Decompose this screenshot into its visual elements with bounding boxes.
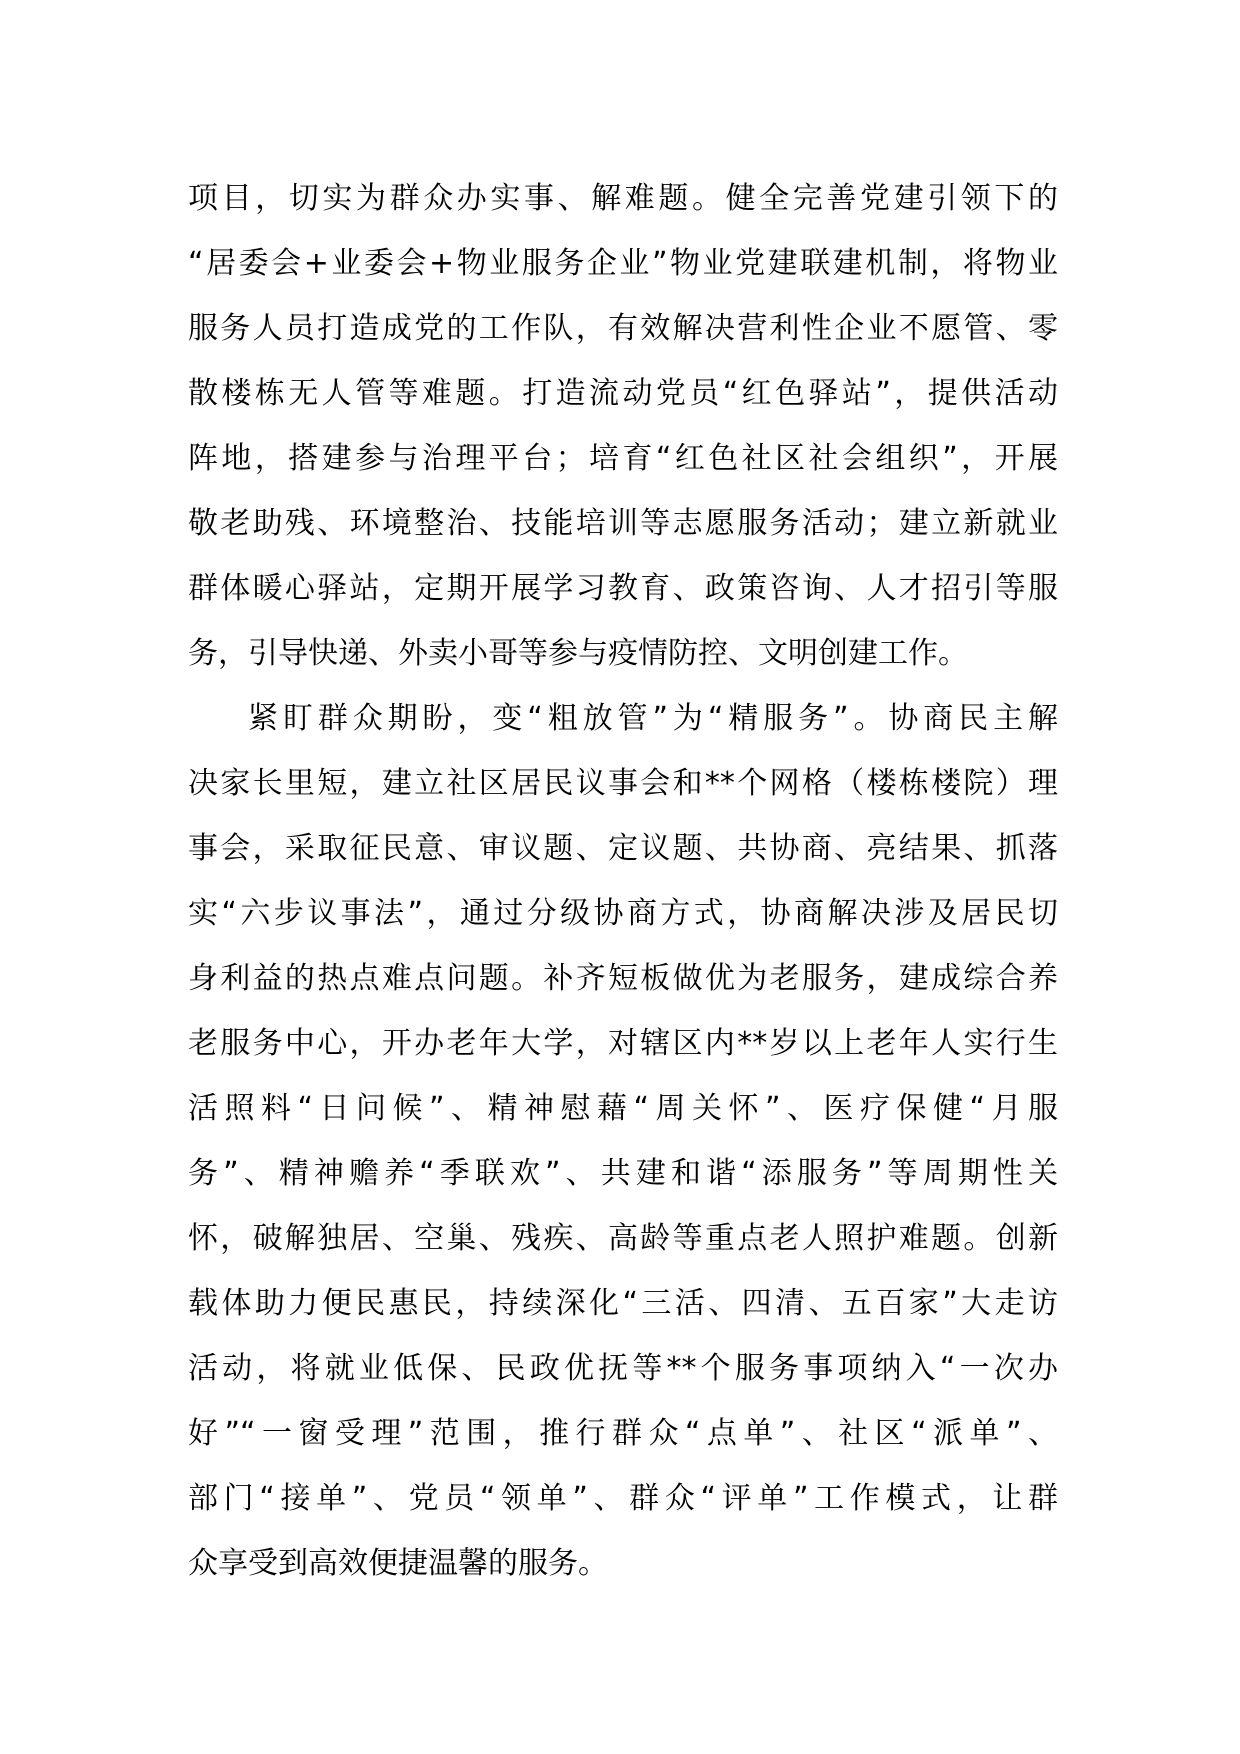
body-text (188, 166, 1058, 1596)
text-line: 身利益的热点难点问题。补齐短板做优为老服务，建成综合养 (188, 961, 1058, 996)
text-line: 服务人员打造成党的工作队，有效解决营利性企业不愿管、零 (188, 311, 1058, 346)
text-line: 群体暖心驿站，定期开展学习教育、政策咨询、人才招引等服 (188, 571, 1058, 606)
paragraph-end-line: 众享受到高效便捷温馨的服务。 (188, 1546, 608, 1581)
text-line: 载体助力便民惠民，持续深化“三活、四清、五百家”大走访 (188, 1286, 1058, 1321)
text-line: 事会，采取征民意、审议题、定议题、共协商、亮结果、抓落 (188, 831, 1058, 866)
text-line: 老服务中心，开办老年大学，对辖区内**岁以上老年人实行生 (188, 1026, 1058, 1061)
text-line: 怀，破解独居、空巢、残疾、高龄等重点老人照护难题。创新 (188, 1221, 1058, 1256)
text-line: 务”、精神赡养“季联欢”、共建和谐“添服务”等周期性关 (188, 1156, 1058, 1191)
text-line: 好”“一窗受理”范围，推行群众“点单”、社区“派单”、 (188, 1416, 1058, 1451)
paragraph-end-line: 务，引导快递、外卖小哥等参与疫情防控、文明创建工作。 (188, 636, 968, 671)
text-line: 决家长里短，建立社区居民议事会和**个网格（楼栋楼院）理 (188, 766, 1058, 801)
text-line: 项目，切实为群众办实事、解难题。健全完善党建引领下的 (188, 181, 1058, 216)
text-line: 散楼栋无人管等难题。打造流动党员“红色驿站”，提供活动 (188, 376, 1058, 411)
text-line: 活动，将就业低保、民政优抚等**个服务事项纳入“一次办 (188, 1351, 1058, 1386)
text-line: 敬老助残、环境整治、技能培训等志愿服务活动；建立新就业 (188, 506, 1058, 541)
text-line: 实“六步议事法”，通过分级协商方式，协商解决涉及居民切 (188, 896, 1058, 931)
text-line: “居委会+业委会+物业服务企业”物业党建联建机制，将物业 (188, 246, 1058, 281)
paragraph-start-line: 紧盯群众期盼，变“粗放管”为“精服务”。协商民主解 (248, 701, 1058, 736)
text-line: 活照料“日问候”、精神慰藉“周关怀”、医疗保健“月服 (188, 1091, 1058, 1126)
text-line: 部门“接单”、党员“领单”、群众“评单”工作模式，让群 (188, 1481, 1058, 1516)
text-line: 阵地，搭建参与治理平台；培育“红色社区社会组织”，开展 (188, 441, 1058, 476)
